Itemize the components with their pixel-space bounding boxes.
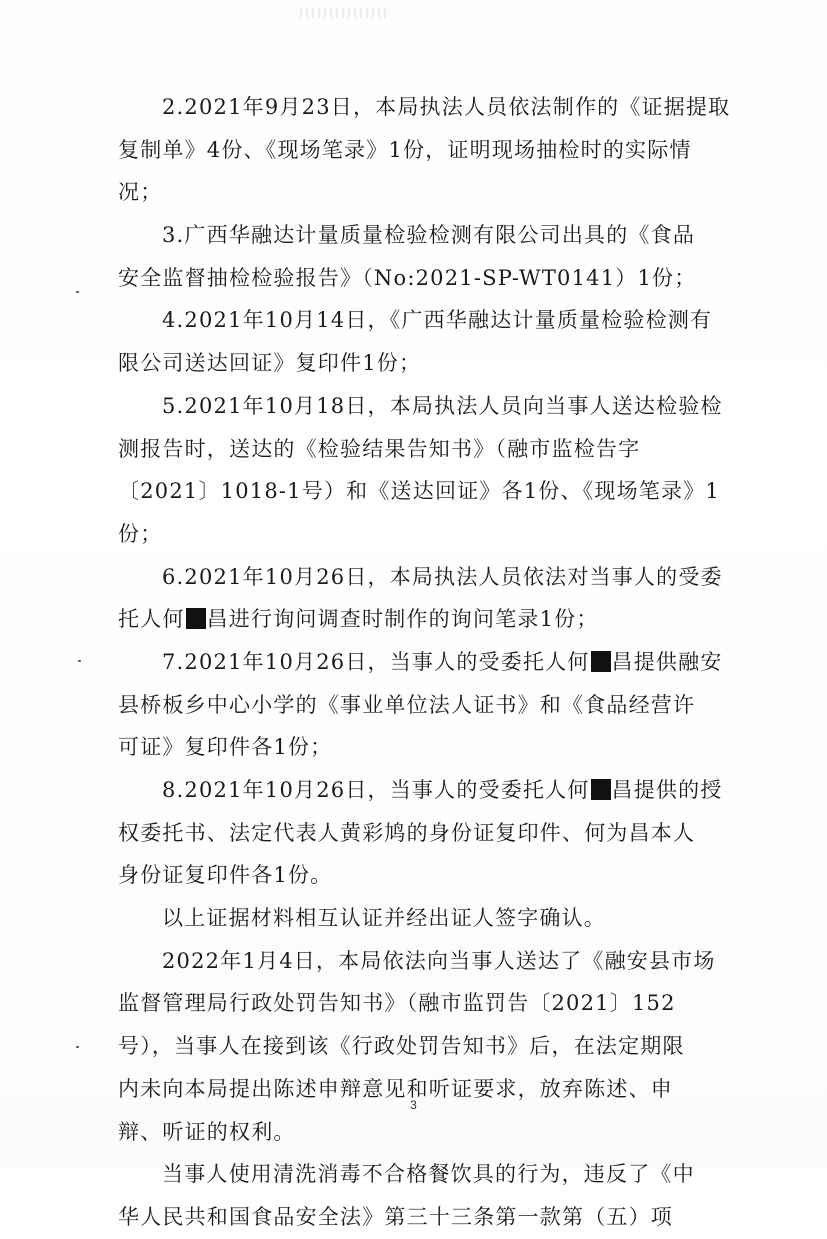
line-text: 权委托书、法定代表人黄彩鸠的身份证复印件、何为昌本人: [118, 820, 696, 845]
line-text: 测报告时，送达的《检验结果告知书》（融市监检告字: [118, 436, 641, 461]
line-text: 监督管理局行政处罚告知书》（融市监罚告〔2021〕152: [118, 991, 676, 1016]
line-text: 复制单》4份、《现场笔录》1份，证明现场抽检时的实际情: [118, 137, 692, 162]
text-line: [118, 214, 708, 257]
line-text: 份；: [118, 521, 163, 546]
text-line: [118, 428, 708, 471]
text-line: [118, 257, 708, 300]
redaction-block: [591, 651, 611, 672]
text-line: [118, 769, 723, 812]
line-text: 号），当事人在接到该《行政处罚告知书》后，在法定期限: [118, 1034, 685, 1059]
line-text: 以上证据材料相互认证并经出证人签字确认。: [162, 906, 606, 931]
text-line: [118, 1196, 708, 1239]
line-text: 当事人使用清洗消毒不合格餐饮具的行为，违反了《中: [162, 1162, 695, 1187]
text-line: [118, 982, 708, 1025]
line-text: 昌进行询问调查时制作的询问笔录1份；: [206, 607, 599, 632]
text-line: [118, 342, 708, 385]
line-text: 辩、听证的权利。: [118, 1119, 296, 1144]
line-text: 8.2021年10月26日，当事人的受委托人何: [162, 778, 590, 802]
line-text: 限公司送达回证》复印件1份；: [118, 351, 422, 376]
text-line: [118, 812, 708, 855]
line-text: 6.2021年10月26日，本局执法人员依法对当事人的受委: [162, 564, 723, 589]
line-text: 况；: [118, 180, 163, 205]
redaction-block: [591, 779, 611, 800]
line-text: 3.广西华融达计量质量检验检测有限公司出具的《食品: [162, 223, 696, 248]
text-line: [118, 299, 713, 342]
line-text: 4.2021年10月14日，《广西华融达计量质量检验检测有: [162, 308, 713, 333]
line-text: 2022年1月4日，本局依法向当事人送达了《融安县市场: [162, 948, 716, 973]
margin-mark: [78, 660, 81, 662]
text-line: [118, 1153, 708, 1196]
page-number: 3: [410, 1098, 417, 1112]
line-text: 7.2021年10月26日，当事人的受委托人何: [162, 649, 590, 674]
text-line: [118, 513, 708, 556]
text-line: [118, 854, 708, 897]
line-text: 昌提供融安: [611, 649, 723, 674]
line-text: 华人民共和国食品安全法》第三十三条第一款第（五）项: [118, 1204, 673, 1229]
line-text: 县桥板乡中心小学的《事业单位法人证书》和《食品经营许: [118, 692, 696, 717]
redaction-block: [186, 608, 206, 629]
body-text: [118, 86, 731, 1239]
line-text: 内未向本局提出陈述申辩意见和听证要求，放弃陈述、申: [118, 1076, 673, 1101]
text-line: [118, 1111, 708, 1154]
line-text: 5.2021年10月18日，本局执法人员向当事人送达检验检: [162, 393, 723, 418]
text-line: [118, 129, 708, 172]
margin-mark: [76, 1046, 79, 1048]
line-text: 〔2021〕1018-1号）和《送达回证》各1份、《现场笔录》1: [118, 479, 720, 504]
text-line: [118, 556, 723, 599]
line-text: 身份证复印件各1份。: [118, 863, 333, 888]
line-text: 托人何: [118, 607, 185, 632]
margin-mark: [76, 291, 79, 293]
line-text: 可证》复印件各1份；: [118, 735, 333, 760]
text-line: [118, 641, 723, 684]
line-text: 安全监督抽检检验报告》（No:2021-SP-WT0141）1份；: [118, 265, 697, 290]
text-line: [118, 385, 723, 428]
text-line: [118, 470, 720, 513]
text-line: [118, 86, 731, 129]
scan-artifact: [300, 8, 390, 18]
text-line: [118, 726, 708, 769]
line-text: 2.2021年9月23日，本局执法人员依法制作的《证据提取: [162, 95, 731, 119]
text-line: [118, 940, 716, 983]
text-line: [118, 598, 708, 641]
text-line: [118, 171, 708, 214]
line-text: 昌提供的授: [611, 778, 723, 802]
text-line: [118, 1025, 708, 1068]
text-line: [118, 897, 708, 940]
text-line: [118, 684, 708, 727]
